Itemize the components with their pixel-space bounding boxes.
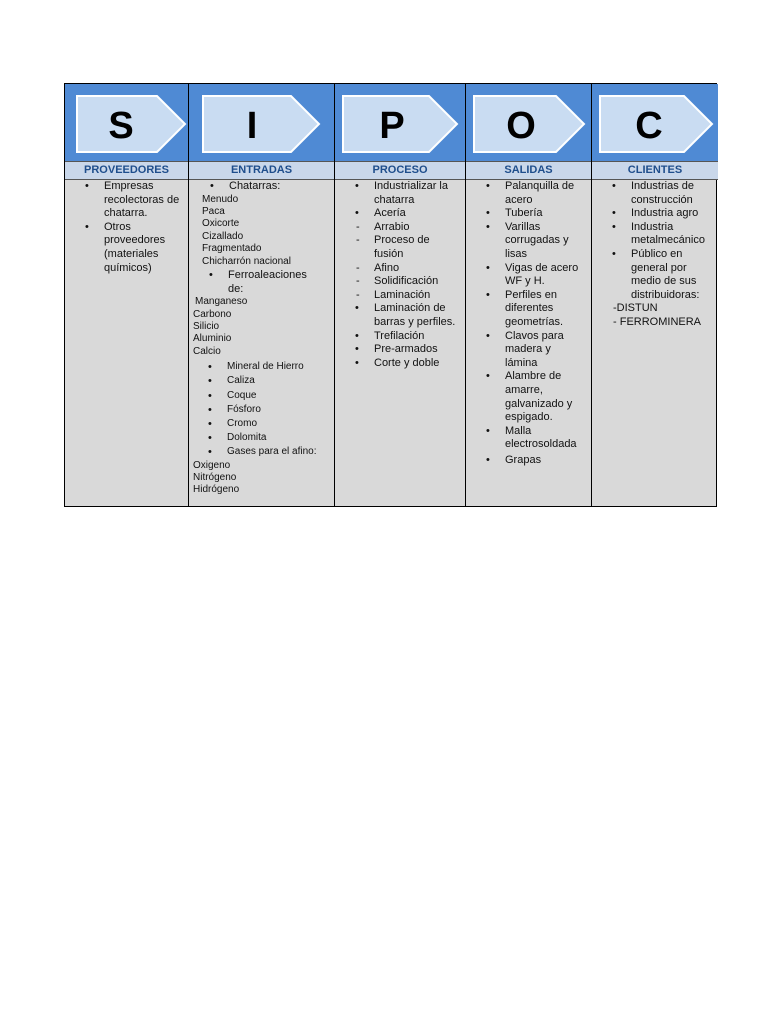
list-item: • Cromo bbox=[227, 417, 334, 431]
list-item: • Clavos para madera y lámina bbox=[505, 330, 585, 371]
list-item: • Industrias de construcción bbox=[631, 180, 714, 207]
header-letter: O bbox=[506, 105, 536, 147]
list-item: Silicio bbox=[193, 321, 220, 333]
minerals-list bbox=[189, 360, 334, 459]
header-cell-o bbox=[466, 84, 591, 161]
list-item: • Acería bbox=[374, 207, 461, 221]
list-item: • Público en general por medio de sus distribuidoras: bbox=[631, 248, 714, 302]
column-title: CLIENTES bbox=[592, 161, 718, 180]
list-item: - Laminación bbox=[374, 289, 461, 303]
distributors bbox=[592, 302, 718, 329]
list-item: • Otros proveedores (materiales químicos) bbox=[104, 221, 182, 275]
suppliers-list bbox=[65, 180, 188, 275]
list-item: Aluminio bbox=[193, 333, 232, 345]
list-item: • Chatarras: bbox=[229, 180, 334, 194]
list-item: • Empresas recolectoras de chatarra. bbox=[104, 180, 182, 221]
list-item: • Coque bbox=[227, 389, 334, 403]
column-customers bbox=[592, 84, 718, 506]
ferro-types bbox=[189, 296, 334, 358]
header-letter: S bbox=[108, 105, 134, 147]
list-item: • Industria metalmecánico bbox=[631, 221, 714, 248]
list-item: • Industria agro bbox=[631, 207, 714, 221]
list-item: • Tubería bbox=[505, 207, 585, 221]
outputs-list bbox=[466, 180, 591, 467]
column-title: PROVEEDORES bbox=[65, 161, 188, 180]
column-outputs bbox=[466, 84, 592, 506]
header-cell-c bbox=[592, 84, 718, 161]
list-item: • Dolomita bbox=[227, 431, 334, 445]
column-title: SALIDAS bbox=[466, 161, 591, 180]
header-cell-p bbox=[335, 84, 465, 161]
column-suppliers bbox=[65, 84, 189, 506]
list-item: Chicharrón nacional bbox=[202, 255, 291, 267]
column-inputs bbox=[189, 84, 335, 506]
list-item: Carbono bbox=[193, 308, 232, 320]
column-body bbox=[189, 180, 334, 506]
list-item: • Corte y doble bbox=[374, 357, 461, 371]
column-body bbox=[335, 180, 465, 506]
list-item: • Fósforo bbox=[227, 403, 334, 417]
list-item: Paca bbox=[202, 206, 225, 217]
list-item: • Industrializar la chatarra bbox=[374, 180, 461, 207]
list-item: Menudo bbox=[202, 193, 239, 205]
list-item: - Proceso de fusión bbox=[374, 234, 461, 261]
list-item: • Alambre de amarre, galvanizado y espigado. bbox=[505, 370, 585, 424]
list-item: Oxigeno bbox=[193, 459, 231, 471]
list-item: Manganeso bbox=[195, 296, 248, 308]
list-item: • Malla electrosoldada bbox=[505, 425, 585, 452]
list-item: • Trefilación bbox=[374, 330, 461, 344]
chatarra-types bbox=[189, 194, 334, 268]
list-item: • Varillas corrugadas y lisas bbox=[505, 221, 585, 262]
customers-list bbox=[592, 180, 718, 302]
column-body bbox=[65, 180, 188, 506]
list-item: • Vigas de acero WF y H. bbox=[505, 262, 585, 289]
list-item: • Laminación de barras y perfiles. bbox=[374, 302, 461, 329]
list-item: - FERROMINERA bbox=[613, 315, 701, 328]
ferro-list bbox=[189, 269, 334, 296]
gases-list bbox=[189, 460, 334, 497]
list-item: • Mineral de Hierro bbox=[227, 360, 334, 374]
list-item: Fragmentado bbox=[202, 243, 262, 255]
list-item: Hidrógeno bbox=[193, 484, 240, 496]
header-letter: I bbox=[246, 105, 258, 147]
process-list bbox=[335, 180, 465, 370]
column-body bbox=[592, 180, 718, 506]
sipoc-table bbox=[64, 83, 717, 507]
list-item: • Palanquilla de acero bbox=[505, 180, 585, 207]
column-title: ENTRADAS bbox=[189, 161, 334, 180]
list-item: Cizallado bbox=[202, 230, 244, 242]
list-item: - Afino bbox=[374, 262, 461, 276]
column-body bbox=[466, 180, 591, 506]
header-cell-i bbox=[189, 84, 334, 161]
list-item: Calcio bbox=[193, 345, 221, 357]
list-item: Nitrógeno bbox=[193, 472, 237, 484]
list-item: - Arrabio bbox=[374, 221, 461, 235]
column-title: PROCESO bbox=[335, 161, 465, 180]
header-cell-s bbox=[65, 84, 188, 161]
list-item: • Perfiles en diferentes geometrías. bbox=[505, 289, 585, 330]
header-letter: C bbox=[635, 105, 663, 147]
list-item: - Solidificación bbox=[374, 275, 461, 289]
list-item: Oxicorte bbox=[202, 218, 240, 230]
inputs-list bbox=[189, 180, 334, 194]
list-item: • Ferroaleaciones de: bbox=[228, 269, 320, 296]
list-item: • Pre-armados bbox=[374, 343, 461, 357]
list-item: • Gases para el afino: bbox=[227, 445, 334, 459]
header-letter: P bbox=[379, 105, 405, 147]
list-item: • Caliza bbox=[227, 374, 334, 388]
list-item: -DISTUN bbox=[613, 302, 658, 315]
list-item: • Grapas bbox=[505, 454, 585, 468]
column-process bbox=[335, 84, 466, 506]
